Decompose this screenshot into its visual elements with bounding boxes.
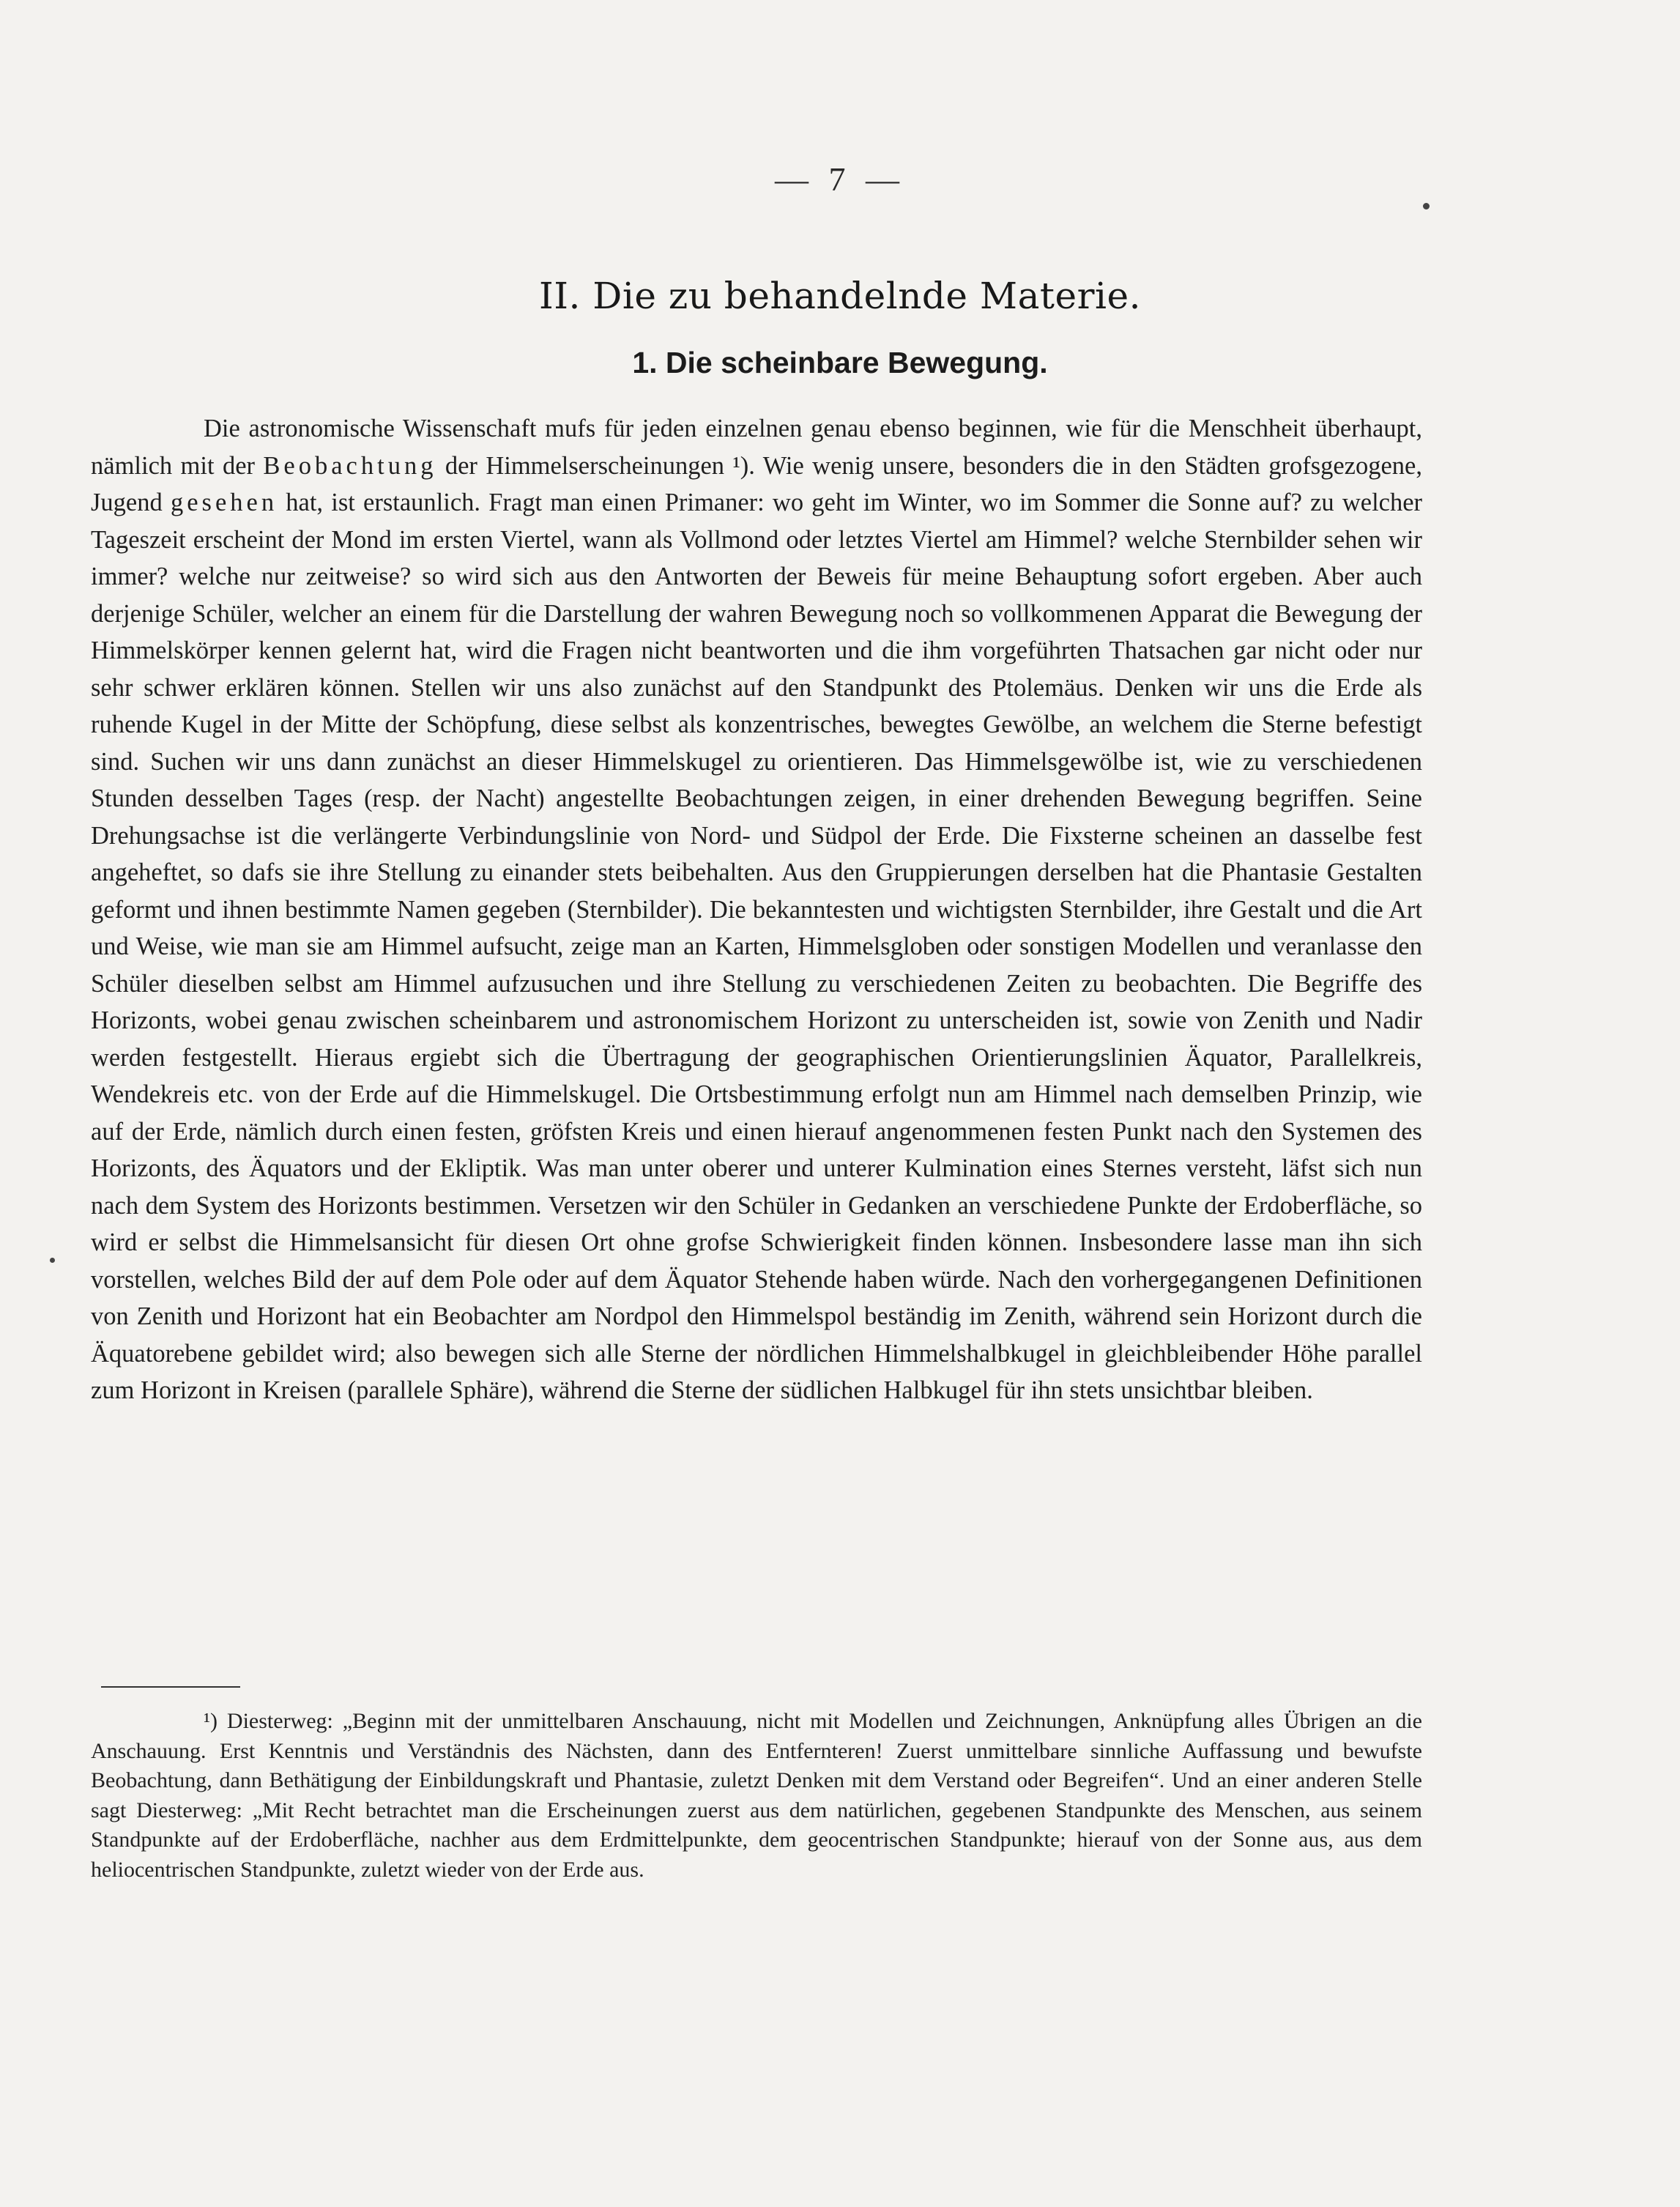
section-title: II. Die zu behandelnde Materie. (539, 275, 1141, 317)
subsection-title: 1. Die scheinbare Bewegung. (632, 346, 1048, 379)
footnote: ¹) Diesterweg: „Beginn mit der unmittelbaren Anschauung, nicht mit Modellen und Zeichnungen, Anknüpfung alles Übrigen an die Anschauung. Erst Kenntnis und Verständnis des Nächsten, dann des Entfernteren! Zuerst unmittelbare sinnliche Auffassung und bewufste Beobachtung, dann Bethätigung der Einbildungskraft und Phantasie, zuletzt Denken mit dem Verstand oder Begreifen“. Und an einer anderen Stelle sagt Diesterweg: „Mit Recht betrachtet man die Erscheinungen zuerst aus dem natürlichen, gegebenen Standpunkte des Menschen, aus seinem Standpunkte auf der Erdoberfläche, nachher aus dem Erdmittelpunkte, dem geocentrischen Standpunkte; hierauf von der Sonne aus, aus dem heliocentrischen Standpunkte, zuletzt wieder von der Erde aus. (91, 1709, 1422, 1882)
body-text-part-3: hat, ist erstaunlich. Fragt man einen Primaner: wo geht im Winter, wo im Sommer die Sonne auf? zu welcher Tageszeit erscheint der Mond im ersten Viertel, wann als Vollmond oder letztes Viertel am Himmel? welche Sternbilder sehen wir immer? welche nur zeitweise? so wird sich aus den Antworten der Beweis für meine Behauptung sofort ergeben. Aber auch derjenige Schüler, welcher an einem für die Darstellung der wahren Bewegung noch so vollkommenen Apparat die Bewegung der Himmelskörper kennen gelernt hat, wird die Fragen nicht beantworten und die ihm vorgeführten Thatsachen gar nicht oder nur sehr schwer erklären können. Stellen wir uns also zunächst auf den Standpunkt des Ptolemäus. Denken wir uns die Erde als ruhende Kugel in der Mitte der Schöpfung, diese selbst als konzentrisches, bewegtes Gewölbe, an welchem die Sterne befestigt sind. Suchen wir uns dann zunächst an dieser Himmelskugel zu orientieren. Das Himmelsgewölbe ist, wie zu verschiedenen Stunden desselben Tages (resp. der Nacht) angestellte Beobachtungen zeigen, in einer drehenden Bewegung begriffen. Seine Drehungsachse ist die verlängerte Verbindungslinie von Nord- und Südpol der Erde. Die Fixsterne scheinen an dasselbe fest angeheftet, so dafs sie ihre Stellung zu einander stets beibehalten. Aus den Gruppierungen derselben hat die Phantasie Gestalten geformt und ihnen bestimmte Namen gegeben (Sternbilder). Die bekanntesten und wichtigsten Sternbilder, ihre Gestalt und die Art und Weise, wie man sie am Himmel aufsucht, zeige man an Karten, Himmelsgloben oder sonstigen Modellen und veranlasse den Schüler dieselben selbst am Himmel aufzusuchen und ihre Stellung zu verschiedenen Zeiten zu beobachten. Die Begriffe des Horizonts, wobei genau zwischen scheinbarem und astronomischem Horizont zu unterscheiden ist, sowie von Zenith und Nadir werden festgestellt. Hieraus ergiebt sich die Übertragung der geographischen Orientierungslinien Äquator, Parallelkreis, Wendekreis etc. von der Erde auf die Himmelskugel. Die Ortsbestimmung erfolgt nun am Himmel nach demselben Prinzip, wie auf der Erde, nämlich durch einen festen, gröfsten Kreis und einen hierauf angenommenen festen Punkt nach den Systemen des Horizonts, des Äquators und der Ekliptik. Was man unter oberer und unterer Kulmination eines Sternes versteht, läfst sich nun nach dem System des Horizonts bestimmen. Versetzen wir den Schüler in Gedanken an verschiedene Punkte der Erdoberfläche, so wird er selbst die Himmelsansicht für diesen Ort ohne grofse Schwierigkeit finden können. Insbesondere lasse man ihn sich vorstellen, welches Bild der auf dem Pole oder auf dem Äquator Stehende haben würde. Nach den vorhergegangenen Definitionen von Zenith und Horizont hat ein Beobachter am Nordpol den Himmelspol beständig im Zenith, während sein Horizont durch die Äquatorebene gebildet wird; also bewegen sich alle Sterne der nördlichen Himmelshalbkugel in gleichbleibender Höhe parallel zum Horizont in Kreisen (parallele Sphäre), während die Sterne der südlichen Halbkugel für ihn stets unsichtbar bleiben. (91, 489, 1423, 1404)
margin-dot-top-right (1423, 203, 1430, 209)
body-text-part-1: Die astronomische Wissenschaft mufs für jeden einzelnen genau ebenso beginnen, wie für die Menschheit überhaupt, nämlich mit der (91, 415, 1422, 480)
emphasis-gesehen: gesehen (170, 489, 278, 516)
margin-dot-left (50, 1258, 55, 1263)
body-text-part-2: der Himmelserscheinungen ¹). Wie wenig unsere, besonders die in den Städten grofsgezogene, Jugend (91, 451, 1422, 516)
footnote-separator (101, 1686, 240, 1688)
emphasis-beobachtung: Beobachtung (263, 451, 437, 480)
body-paragraph (91, 410, 1422, 1409)
page-number: — 7 — (775, 160, 905, 198)
